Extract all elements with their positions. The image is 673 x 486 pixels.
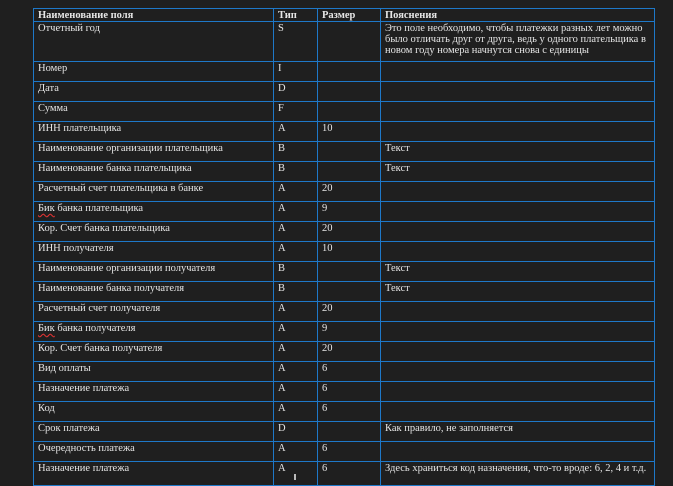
table-row — [34, 82, 655, 102]
cell-size[interactable] — [318, 282, 381, 302]
cell-name[interactable]: Назначение платежа — [34, 382, 274, 402]
cell-size[interactable]: 6 — [318, 462, 381, 486]
cell-size[interactable] — [318, 422, 381, 442]
cell-notes[interactable]: Здесь храниться код назначения, что-то вроде: 6, 2, 4 и т.д. — [381, 462, 655, 486]
table-row — [34, 62, 655, 82]
table-row — [34, 102, 655, 122]
cell-type[interactable]: A — [274, 462, 318, 486]
header-size: Размер — [318, 9, 381, 22]
cell-size[interactable] — [318, 102, 381, 122]
cell-notes[interactable] — [381, 202, 655, 222]
table-row — [34, 142, 655, 162]
cell-type[interactable]: A — [274, 342, 318, 362]
table-row — [34, 282, 655, 302]
cell-notes[interactable] — [381, 382, 655, 402]
cell-notes[interactable] — [381, 362, 655, 382]
cell-notes[interactable] — [381, 242, 655, 262]
cell-size[interactable]: 20 — [318, 302, 381, 322]
cell-name[interactable]: Номер — [34, 62, 274, 82]
table-row — [34, 202, 655, 222]
cell-notes[interactable]: Текст — [381, 262, 655, 282]
cell-name[interactable]: Наименование организации плательщика — [34, 142, 274, 162]
cell-name[interactable]: Кор. Счет банка плательщика — [34, 222, 274, 242]
cell-notes[interactable] — [381, 302, 655, 322]
cell-notes[interactable] — [381, 122, 655, 142]
cell-type[interactable]: A — [274, 222, 318, 242]
cell-name[interactable]: Расчетный счет плательщика в банке — [34, 182, 274, 202]
cell-type[interactable]: I — [274, 62, 318, 82]
cell-size[interactable]: 6 — [318, 442, 381, 462]
cell-type[interactable]: D — [274, 82, 318, 102]
fields-table — [33, 8, 655, 486]
cell-size[interactable] — [318, 22, 381, 62]
cell-type[interactable]: A — [274, 202, 318, 222]
cell-type[interactable]: A — [274, 242, 318, 262]
cell-notes[interactable] — [381, 182, 655, 202]
cell-type[interactable]: A — [274, 322, 318, 342]
cell-name[interactable]: Наименование организации получателя — [34, 262, 274, 282]
cell-size[interactable]: 20 — [318, 182, 381, 202]
cell-name[interactable]: ИНН плательщика — [34, 122, 274, 142]
cell-type[interactable]: S — [274, 22, 318, 62]
table-row — [34, 462, 655, 486]
table-row — [34, 122, 655, 142]
cell-type[interactable]: F — [274, 102, 318, 122]
cell-name[interactable]: Отчетный год — [34, 22, 274, 62]
cell-size[interactable]: 20 — [318, 222, 381, 242]
cell-notes[interactable]: Текст — [381, 162, 655, 182]
table-row — [34, 422, 655, 442]
cell-size[interactable] — [318, 162, 381, 182]
header-name: Наименование поля — [34, 9, 274, 22]
table-row — [34, 362, 655, 382]
table-row — [34, 242, 655, 262]
cell-size[interactable] — [318, 62, 381, 82]
cell-type[interactable]: A — [274, 382, 318, 402]
table-row — [34, 262, 655, 282]
cell-type[interactable]: A — [274, 402, 318, 422]
cell-name[interactable]: Сумма — [34, 102, 274, 122]
spellcheck-word: Бик — [38, 203, 55, 214]
cell-name[interactable]: Очередность платежа — [34, 442, 274, 462]
table-row — [34, 302, 655, 322]
cell-notes[interactable] — [381, 102, 655, 122]
cell-size[interactable] — [318, 82, 381, 102]
cell-type[interactable]: A — [274, 122, 318, 142]
cell-type[interactable]: D — [274, 422, 318, 442]
table-row — [34, 22, 655, 62]
cell-size[interactable]: 10 — [318, 242, 381, 262]
cell-type[interactable]: A — [274, 442, 318, 462]
cell-notes[interactable] — [381, 322, 655, 342]
cell-name[interactable] — [34, 202, 274, 222]
cell-name[interactable]: Вид оплаты — [34, 362, 274, 382]
cell-type[interactable]: A — [274, 182, 318, 202]
header-notes: Пояснения — [381, 9, 655, 22]
cell-notes[interactable] — [381, 222, 655, 242]
cell-type[interactable]: B — [274, 162, 318, 182]
cell-size[interactable]: 6 — [318, 382, 381, 402]
cell-notes[interactable] — [381, 62, 655, 82]
cell-name[interactable] — [34, 322, 274, 342]
table-row — [34, 222, 655, 242]
cell-notes[interactable]: Текст — [381, 282, 655, 302]
spellcheck-word: Бик — [38, 323, 55, 334]
cell-type[interactable]: A — [274, 362, 318, 382]
cell-name-rest: банка получателя — [54, 323, 136, 334]
cell-name[interactable]: Расчетный счет получателя — [34, 302, 274, 322]
cell-size[interactable]: 9 — [318, 202, 381, 222]
cell-type[interactable]: A — [274, 302, 318, 322]
cell-type[interactable]: B — [274, 142, 318, 162]
cell-name[interactable]: Код — [34, 402, 274, 422]
cell-size[interactable]: 9 — [318, 322, 381, 342]
cell-name[interactable]: Срок платежа — [34, 422, 274, 442]
cell-type[interactable]: B — [274, 282, 318, 302]
table-row — [34, 182, 655, 202]
cell-notes[interactable] — [381, 342, 655, 362]
cell-type[interactable]: B — [274, 262, 318, 282]
cell-notes[interactable]: Текст — [381, 142, 655, 162]
cell-size[interactable] — [318, 142, 381, 162]
cell-name[interactable]: Наименование банка плательщика — [34, 162, 274, 182]
cell-name[interactable]: ИНН получателя — [34, 242, 274, 262]
header-type: Тип — [274, 9, 318, 22]
header-row — [34, 9, 655, 22]
table-row — [34, 402, 655, 422]
cell-name[interactable]: Кор. Счет банка получателя — [34, 342, 274, 362]
cell-name[interactable]: Назначение платежа — [34, 462, 274, 486]
table-row — [34, 442, 655, 462]
cell-notes[interactable]: Это поле необходимо, чтобы платежки разных лет можно было отличать друг от друга, ведь у одного плательщика в новом году номера начнутся снова с единицы — [381, 22, 655, 62]
cell-size[interactable]: 10 — [318, 122, 381, 142]
cell-name[interactable]: Наименование банка получателя — [34, 282, 274, 302]
table-row — [34, 322, 655, 342]
cell-notes[interactable] — [381, 402, 655, 422]
text-cursor — [294, 474, 296, 480]
table-row — [34, 162, 655, 182]
cell-size[interactable] — [318, 262, 381, 282]
cell-size[interactable]: 6 — [318, 362, 381, 382]
cell-name-rest: банка плательщика — [54, 203, 144, 214]
cell-name[interactable]: Дата — [34, 82, 274, 102]
cell-notes[interactable]: Как правило, не заполняется — [381, 422, 655, 442]
cell-size[interactable]: 6 — [318, 402, 381, 422]
cell-notes[interactable] — [381, 442, 655, 462]
table-row — [34, 342, 655, 362]
cell-size[interactable]: 20 — [318, 342, 381, 362]
cell-notes[interactable] — [381, 82, 655, 102]
table-row — [34, 382, 655, 402]
